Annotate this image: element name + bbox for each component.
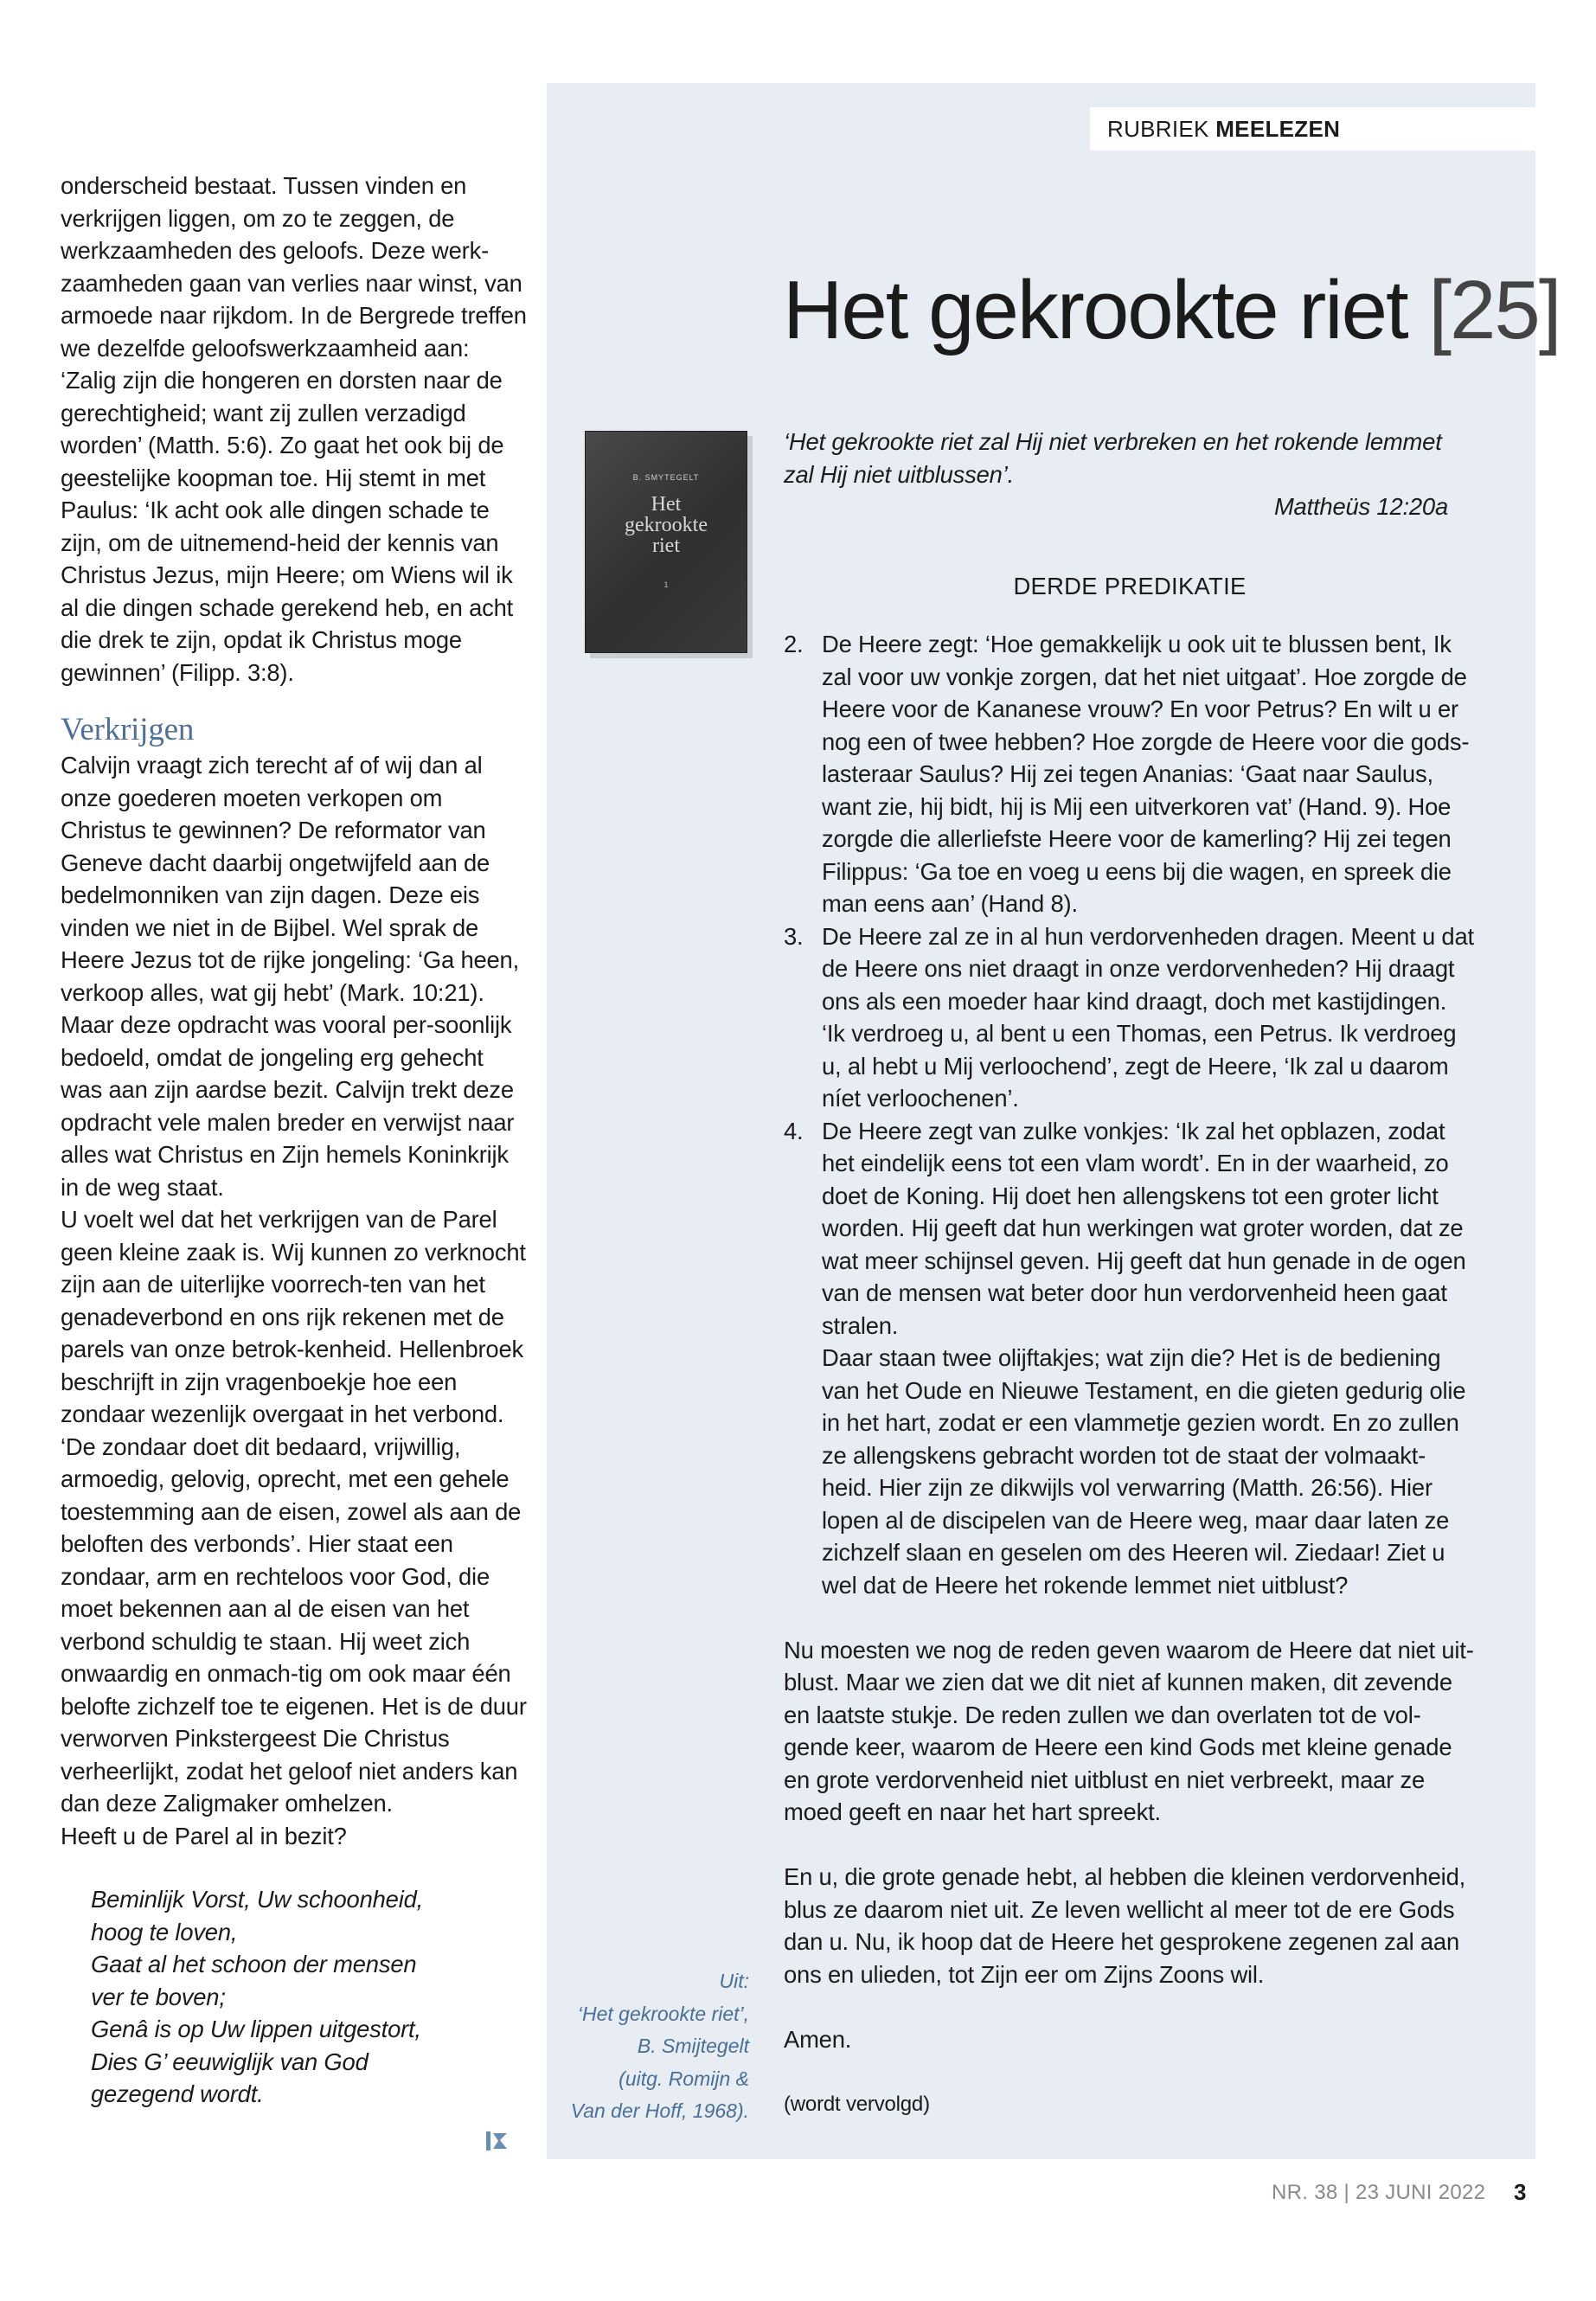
to-be-continued-note: (wordt vervolgd) <box>784 2092 930 2116</box>
body-paragraph: Nu moesten we nog de reden geven waarom de Heere dat niet uit-blust. Maar we zien dat we dit niet af kunnen maken, dit zevende en laatste stukje. De reden zullen we dan overlaten tot de vol-gende keer, waarom de Heere een kind Gods met kleine genade en grote verdorvenheid niet uitblust en niet verbreekt, maar ze moed geeft en naar het hart spreekt. <box>784 1636 1474 1825</box>
caption-line: (uitg. Romijn & <box>619 2067 749 2090</box>
list-item-text: De Heere zegt: ‘Hoe gemakkelijk u ook uit te blussen bent, Ik zal voor uw vonkje zorgen, dat het niet uitgaat’. Hoe zorgde de Heere voor de Kananese vrouw? En voor Petrus? En wilt u er nog een of twee hebben? Hoe zorgde de Heere voor die gods-lasteraar Saulus? Hij zei tegen Ananias: ‘Gaat naar Saulus, want zie, hij bidt, hij is Mij een uitverkoren vat’ (Hand. 9). Hoe zorgde die allerliefste Heere voor de kamerling? Hij zei tegen Filippus: ‘Ga toe en voeg u eens bij die wagen, en spreek die man eens aan’ (Hand 8). <box>822 631 1470 917</box>
poem-line: Gaat al het schoon der mensen <box>91 1951 417 1977</box>
left-column <box>61 170 528 2111</box>
body-paragraph: Calvijn vraagt zich terecht af of wij dan al onze goederen moeten verkopen om Christus te gewinnen? De reformator van Geneve dacht daarbij ongetwijfeld aan de bedelmonniken van zijn dagen. Deze eis vinden we niet in de Bijbel. Wel sprak de Heere Jezus tot de rijke jongeling: ‘Ga heen, verkoop alles, wat gij hebt’ (Mark. 10:21). Maar deze opdracht was vooral per-soonlijk bedoeld, omdat de jongeling erg gehecht was aan zijn aardse bezit. Calvijn trekt deze opdracht vele malen breder en verwijst naar alles wat Christus en Zijn hemels Koninkrijk in de weg staat. <box>61 752 519 1201</box>
scripture-reference: Mattheüs 12:20a <box>1273 493 1448 520</box>
caption-line: ‘Het gekrookte riet’, <box>577 2002 749 2025</box>
right-column <box>784 426 1476 2120</box>
list-item <box>784 628 1476 920</box>
poem-line: hoog te loven, <box>91 1918 238 1945</box>
poem-quote <box>91 1883 528 2111</box>
list-item-text: Daar staan twee olijftakjes; wat zijn die? Het is de bediening van het Oude en Nieuwe Testament, en die gieten gedurig olie in het hart, zodat er een vlammetje gezien wordt. En zo zullen ze allengskens gebracht worden tot de staat der volmaakt-heid. Hier zijn ze dikwijls vol verwarring (Matth. 26:56). Hier lopen al de discipelen van de Heere weg, maar daar laten ze zichzelf slaan en geselen om des Heeren wil. Ziedaar! Ziet u wel dat de Heere het rokende lemmet niet uitblust? <box>822 1344 1466 1599</box>
book-cover-title-line: riet <box>652 535 680 557</box>
poem-line: Genâ is op Uw lippen uitgestort, <box>91 2016 421 2042</box>
rubric-label <box>1090 107 1540 151</box>
closing-amen: Amen. <box>784 2025 852 2053</box>
poem-line: gezegend wordt. <box>91 2080 264 2107</box>
caption-line: B. Smijtegelt <box>637 2035 749 2057</box>
article-title-text: Het gekrookte riet <box>783 264 1407 357</box>
list-item-text: De Heere zegt van zulke vonkjes: ‘Ik zal het opblazen, zodat het eindelijk eens tot een vlam wordt’. En in der waarheid, zo doet de Koning. Hij doet hen allengskens tot een groter licht worden. Hij geeft dat hun werkingen wat groter worden, dat ze wat meer schijnsel geven. Hij geeft dat hun genade in de ogen van de mensen wat beter door hun verdorvenheid heen gaat stralen. <box>822 1117 1466 1339</box>
page-number: 3 <box>1514 2179 1527 2205</box>
end-mark-logo-icon <box>484 2128 510 2154</box>
book-cover-title-line: gekrookte <box>625 514 708 536</box>
list-item-text: De Heere zal ze in al hun verdorvenheden dragen. Meent u dat de Heere ons niet draagt in onze verdorvenheden? Hij draagt ons als een moeder haar kind draagt, doch met kastijdingen. ‘Ik verdroeg u, al bent u een Thomas, een Petrus. Ik verdroeg u, al hebt u Mij verloochend’, zegt de Heere, ‘Ik zal u daarom níet verloochenen’. <box>822 922 1474 1112</box>
poem-line: ver te boven; <box>91 1983 226 2010</box>
list-item <box>784 1115 1476 1602</box>
rubric-prefix: RUBRIEK <box>1107 116 1209 142</box>
rubric-name: MEELEZEN <box>1215 116 1341 142</box>
sermon-heading: DERDE PREDIKATIE <box>1013 572 1247 599</box>
book-cover-author: B. SMYTEGELT <box>632 473 700 482</box>
body-paragraph: Heeft u de Parel al in bezit? <box>61 1822 347 1849</box>
body-paragraph: onderscheid bestaat. Tussen vinden en verkrijgen liggen, om zo te zeggen, de werkzaamheden des geloofs. Deze werk-zaamheden gaan van verlies naar winst, van armoede naar rijkdom. In de Bergrede treffen we dezelfde geloofswerkzaamheid aan: ‘Zalig zijn die hongeren en dorsten naar de gerechtigheid; want zij zullen verzadigd worden’ (Matth. 5:6). Zo gaat het ook bij de geestelijke koopman toe. Hij stemt in met Paulus: ‘Ik acht ook alle dingen schade te zijn, om de uitnemend-heid der kennis van Christus Jezus, mijn Heere; om Wiens wil ik al die dingen schade gerekend heb, en acht die drek te zijn, opdat ik Christus moge gewinnen’ (Filipp. 3:8). <box>61 172 527 686</box>
caption-line: Uit: <box>719 1970 749 1992</box>
caption-line: Van der Hoff, 1968). <box>570 2099 749 2122</box>
book-cover-image <box>585 431 747 653</box>
list-item <box>784 920 1476 1115</box>
book-cover-mark: 1 <box>663 580 669 589</box>
list-item-number: 4. <box>784 1117 804 1144</box>
body-paragraph: En u, die grote genade hebt, al hebben die kleinen verdorvenheid, blus ze daarom niet uit. Ze leven wellicht al meer tot de ere Gods dan u. Nu, ik hoop dat de Heere het gesprokene zegenen zal aan ons en ulieden, tot Zijn eer om Zijns Zoons wil. <box>784 1863 1466 1988</box>
body-paragraph: U voelt wel dat het verkrijgen van de Parel geen kleine zaak is. Wij kunnen zo verknocht zijn aan de uiterlijke voorrech-ten van het genadeverbond en ons rijk rekenen met de parels van onze betrok-kenheid. Hellenbroek beschrijft in zijn vragenboekje hoe een zondaar wezenlijk overgaat in het verbond. ‘De zondaar doet dit bedaard, vrijwillig, armoedig, gelovig, oprecht, met een gehele toestemming aan de eisen, zowel als aan de beloften des verbonds’. Hier staat een zondaar, arm en rechteloos voor God, die moet bekennen aan al de eisen van het verbond schuldig te staan. Hij weet zich onwaardig en onmach-tig om ook maar één belofte zichzelf toe te eigenen. Het is de duur verworven Pinkstergeest Die Christus verheerlijkt, zodat het geloof niet anders kan dan deze Zaligmaker omhelzen. <box>61 1206 527 1817</box>
list-item-number: 2. <box>784 631 804 657</box>
article-title-number: [25] <box>1428 264 1561 357</box>
list-item-number: 3. <box>784 922 804 950</box>
section-heading: Verkrijgen <box>61 712 195 747</box>
book-cover-title-line: Het <box>651 493 682 516</box>
scripture-quote: ‘Het gekrookte riet zal Hij niet verbreken en het rokende lemmet zal Hij niet uitblussen’. <box>784 428 1442 488</box>
source-caption <box>554 1965 749 2128</box>
poem-line: Dies G’ eeuwiglijk van God <box>91 2048 369 2075</box>
issue-info: NR. 38 | 23 JUNI 2022 <box>1272 2181 1486 2204</box>
article-title <box>783 263 1560 358</box>
poem-line: Beminlijk Vorst, Uw schoonheid, <box>91 1886 424 1913</box>
book-cover-title <box>586 494 747 556</box>
sermon-points-list <box>784 628 1476 1601</box>
